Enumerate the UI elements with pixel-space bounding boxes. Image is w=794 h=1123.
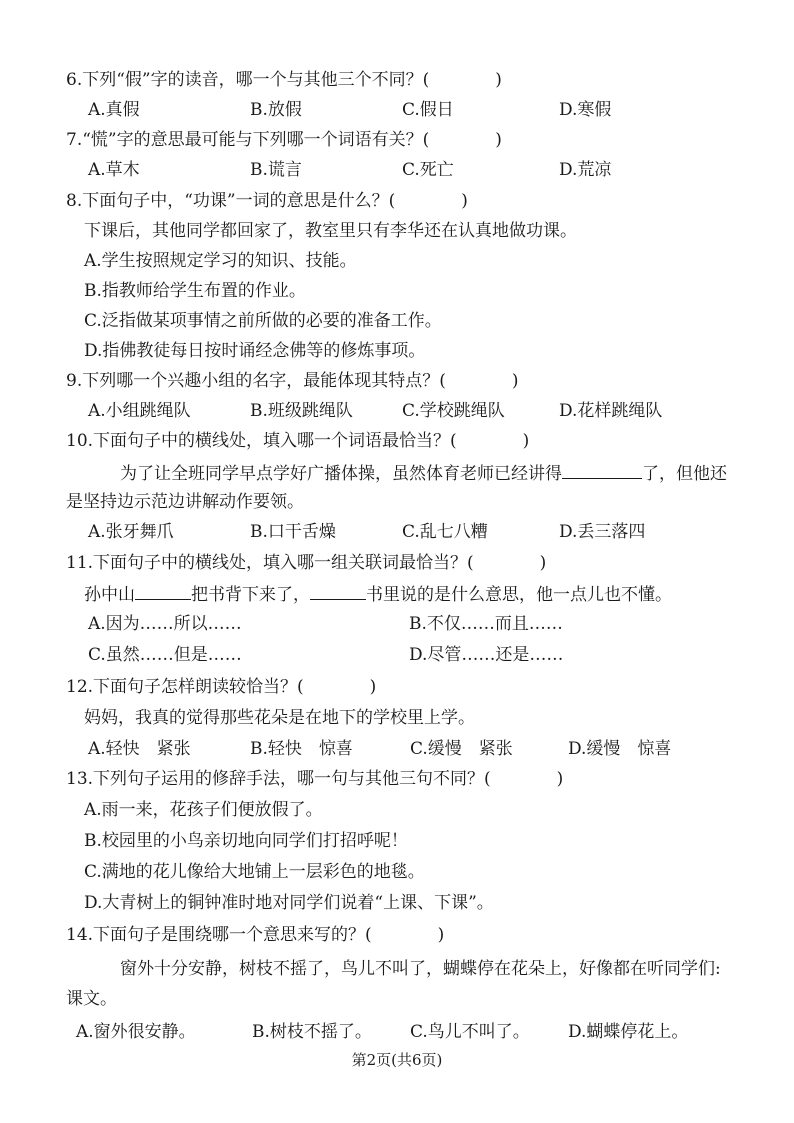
option-a[interactable]: A.张牙舞爪 (88, 522, 174, 542)
fill-blank[interactable] (562, 461, 642, 479)
question-8-stem: 8.下面句子中，“功课”一词的意思是什么？( ) (66, 191, 468, 211)
question-7-stem: 7.“慌”字的意思最可能与下列哪一个词语有关？( ) (66, 130, 502, 150)
question-14-sentence: 窗外十分安静，树枝不摇了，鸟儿不叫了，蝴蝶停在花朵上，好像都在听同学们: (120, 959, 721, 979)
option-c[interactable]: C.缓慢 紧张 (410, 739, 513, 759)
option-c[interactable]: C.学校跳绳队 (402, 401, 505, 421)
option-d[interactable]: D.丢三落四 (559, 522, 646, 542)
option-b[interactable]: B.放假 (250, 100, 302, 120)
option-b[interactable]: B.班级跳绳队 (250, 401, 353, 421)
option-b[interactable]: B.校园里的小鸟亲切地向同学们打招呼呢！ (84, 831, 408, 851)
fill-blank-1[interactable] (135, 582, 191, 600)
question-10-sentence-cont: 是坚持边示范边讲解动作要领。 (66, 492, 304, 512)
option-b[interactable]: B.轻快 惊喜 (250, 739, 353, 759)
question-10-options (84, 520, 724, 544)
option-a[interactable]: A.学生按照规定学习的知识、技能。 (84, 251, 357, 271)
question-11-options-row1 (84, 612, 724, 636)
question-11-options-row2 (84, 643, 724, 667)
option-d[interactable]: D.大青树上的铜钟准时地对同学们说着“上课、下课”。 (84, 893, 494, 913)
question-6-stem: 6.下列“假”字的读音，哪一个与其他三个不同？( ) (66, 70, 502, 90)
fill-blank-2[interactable] (310, 582, 366, 600)
question-6-options (84, 98, 724, 122)
question-10-stem: 10.下面句子中的横线处，填入哪一个词语最恰当？( ) (66, 431, 530, 451)
option-b[interactable]: B.树枝不摇了。 (252, 1022, 372, 1042)
option-d[interactable]: D.寒假 (559, 100, 612, 120)
option-d[interactable]: D.蝴蝶停花上。 (568, 1022, 689, 1042)
question-12-sentence: 妈妈，我真的觉得那些花朵是在地下的学校里上学。 (84, 708, 475, 728)
option-b[interactable]: B.指教师给学生布置的作业。 (84, 281, 306, 301)
option-a[interactable]: A.草木 (88, 160, 140, 180)
question-14-stem: 14.下面句子是围绕哪一个意思来写的？( ) (66, 925, 445, 945)
option-b[interactable]: B.口干舌燥 (250, 522, 336, 542)
question-12-stem: 12.下面句子怎样朗读较恰当？( ) (66, 677, 377, 697)
option-c[interactable]: C.死亡 (402, 160, 454, 180)
question-11-stem: 11.下面句子中的横线处，填入哪一组关联词最恰当？( ) (66, 553, 547, 573)
option-a[interactable]: A.雨一来，花孩子们便放假了。 (84, 800, 323, 820)
option-c[interactable]: C.假日 (402, 100, 454, 120)
option-d[interactable]: D.指佛教徒每日按时诵经念佛等的修炼事项。 (84, 341, 426, 361)
option-c[interactable]: C.满地的花儿像给大地铺上一层彩色的地毯。 (84, 862, 425, 882)
question-14-sentence-cont: 课文。 (66, 989, 117, 1009)
question-12-options (84, 737, 724, 761)
question-13-stem: 13.下列句子运用的修辞手法，哪一句与其他三句不同？( ) (66, 769, 564, 789)
option-d[interactable]: D.荒凉 (559, 160, 612, 180)
option-c[interactable]: C.鸟儿不叫了。 (410, 1022, 530, 1042)
question-8-sentence: 下课后，其他同学都回家了，教室里只有李华还在认真地做功课。 (84, 221, 577, 241)
option-c[interactable]: C.乱七八糟 (402, 522, 488, 542)
option-a[interactable]: A.窗外很安静。 (76, 1022, 196, 1042)
option-d[interactable]: D.花样跳绳队 (559, 401, 663, 421)
option-b[interactable]: B.不仅……而且…… (409, 614, 563, 634)
question-11-sentence: 孙中山 把书背下来了， 书里说的是什么意思，他一点儿也不懂。 (84, 582, 672, 607)
question-9-stem: 9.下列哪一个兴趣小组的名字，最能体现其特点？( ) (66, 371, 519, 391)
option-a[interactable]: A.轻快 紧张 (88, 739, 191, 759)
page-number-footer: 第2页(共6页) (351, 1051, 443, 1069)
question-9-options (84, 399, 724, 423)
option-d[interactable]: D.尽管……还是…… (409, 645, 564, 665)
option-a[interactable]: A.因为……所以…… (88, 614, 242, 634)
question-10-sentence: 为了让全班同学早点学好广播体操，虽然体育老师已经讲得 了，但他还 (120, 461, 727, 486)
question-14-options (76, 1020, 716, 1044)
option-b[interactable]: B.谎言 (250, 160, 302, 180)
option-a[interactable]: A.真假 (88, 100, 140, 120)
option-c[interactable]: C.虽然……但是…… (88, 645, 242, 665)
option-d[interactable]: D.缓慢 惊喜 (568, 739, 672, 759)
option-a[interactable]: A.小组跳绳队 (88, 401, 191, 421)
question-7-options (84, 158, 724, 182)
option-c[interactable]: C.泛指做某项事情之前所做的必要的准备工作。 (84, 311, 442, 331)
